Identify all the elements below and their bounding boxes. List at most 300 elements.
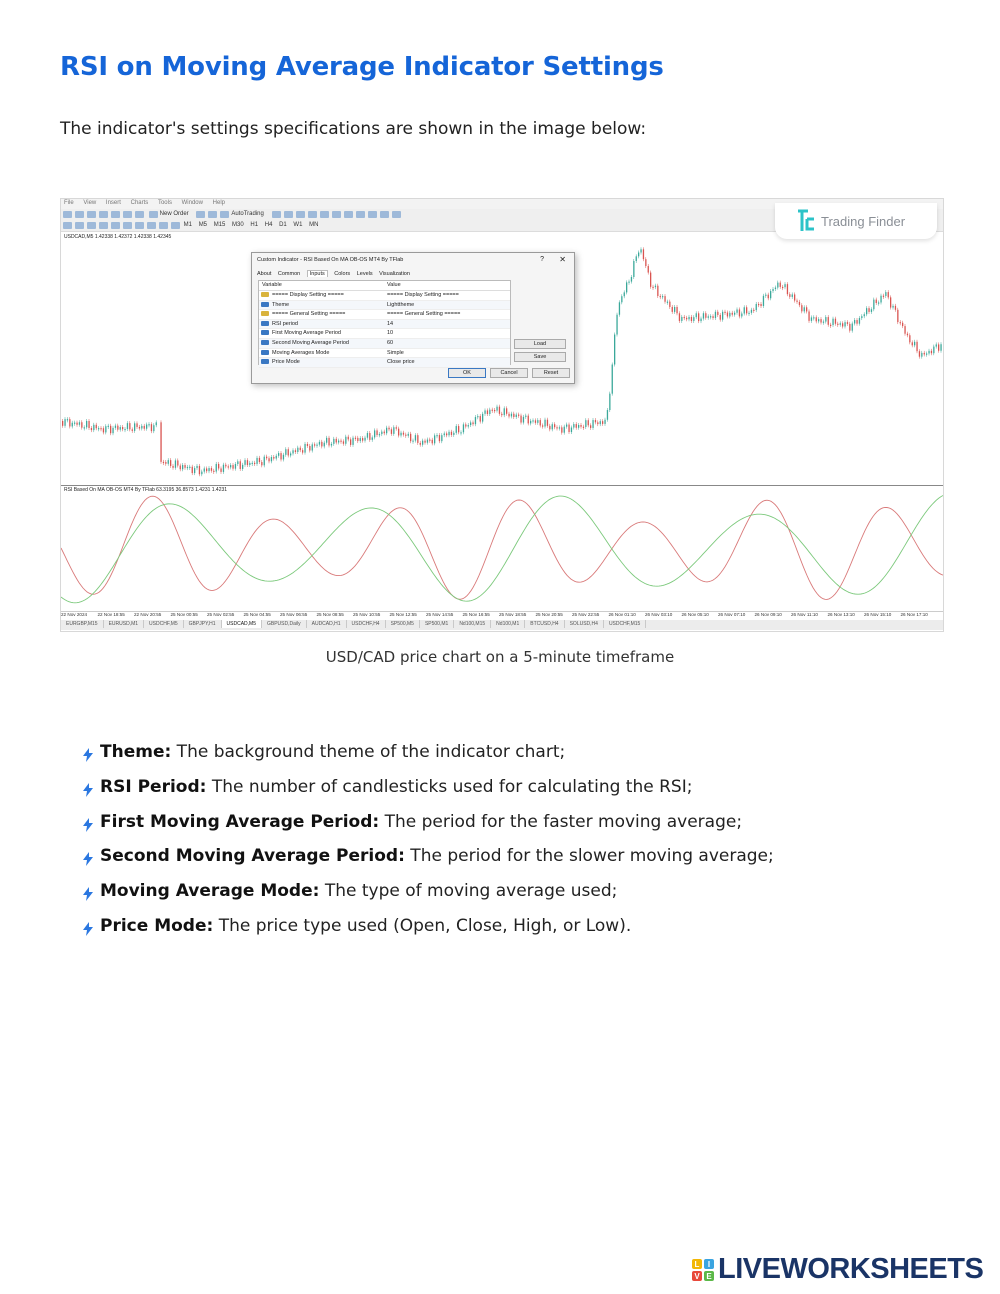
table-row[interactable] (259, 358, 510, 368)
vertical-line-icon[interactable] (87, 222, 96, 229)
candle (840, 323, 841, 324)
timeframe-m30[interactable]: M30 (232, 222, 244, 228)
candle (458, 426, 459, 432)
candle (633, 261, 634, 277)
menu-item[interactable]: Charts (130, 200, 149, 206)
symbol-tabs (61, 620, 943, 630)
candle (751, 310, 752, 313)
item-description: The background theme of the indicator chart; (171, 742, 566, 762)
candle (91, 428, 92, 430)
zoom-out-icon[interactable] (320, 211, 329, 218)
badge-letter-i: I (707, 1260, 711, 1269)
symbol-tab[interactable]: SOLUSD,H4 (565, 620, 604, 628)
candle (88, 421, 89, 428)
candle (828, 317, 829, 325)
time-label: 26 Nov 11:10 (791, 612, 818, 617)
candle (520, 416, 521, 423)
symbol-tab[interactable]: Nd100,M15 (454, 620, 491, 628)
candle (825, 317, 826, 321)
lightning-bolt-icon (82, 818, 94, 832)
candle (321, 442, 322, 447)
templates-icon[interactable] (392, 211, 401, 218)
candle (81, 422, 82, 427)
symbol-tab[interactable]: SP500,M5 (386, 620, 420, 628)
candle (432, 440, 433, 444)
candle (878, 302, 879, 303)
candle (674, 307, 675, 312)
candle (79, 422, 80, 425)
tile-icon[interactable] (332, 211, 341, 218)
candle (300, 448, 301, 450)
time-label: 25 Nov 12:55 (389, 612, 417, 617)
candle (813, 317, 814, 318)
candle (480, 416, 481, 421)
autotrading-button[interactable]: AutoTrading (231, 211, 264, 217)
periods-icon[interactable] (380, 211, 389, 218)
candle (568, 425, 569, 432)
channel-icon[interactable] (123, 222, 132, 229)
variable-value[interactable]: ===== Display Setting ===== (387, 292, 459, 298)
image-caption: USD/CAD price chart on a 5-minute timeframe (325, 648, 675, 666)
menu-item[interactable]: Help (212, 200, 225, 206)
variable-value[interactable]: Lighttheme (387, 301, 415, 308)
int-type-icon (261, 330, 269, 335)
candle (530, 421, 531, 424)
menu-item[interactable]: Tools (157, 200, 172, 206)
item-term: RSI Period: (100, 776, 207, 797)
profiles-icon[interactable] (75, 211, 84, 218)
timeframe-m15[interactable]: M15 (213, 222, 226, 228)
table-row[interactable] (259, 349, 510, 359)
dialog-title: Custom Indicator - RSI Based On MA OB-OS MT4 By TFlab (257, 257, 404, 263)
candle (902, 323, 903, 326)
candle (218, 464, 219, 469)
time-label: 26 Nov 09:10 (754, 612, 782, 617)
candle (921, 353, 922, 357)
candle (940, 344, 941, 350)
tab-common[interactable]: Common (277, 271, 301, 277)
candle (542, 425, 543, 426)
candle (914, 342, 915, 346)
reset-button[interactable]: Reset (532, 368, 570, 378)
candle (199, 466, 200, 474)
candle (72, 423, 73, 427)
timeframe-w1[interactable]: W1 (293, 222, 303, 228)
cancel-button[interactable]: Cancel (490, 368, 528, 378)
candle (393, 427, 394, 434)
candle (499, 407, 500, 414)
candle (67, 419, 68, 420)
candle (612, 365, 613, 394)
variable-name: ===== Display Setting ===== (272, 292, 344, 298)
candle (763, 296, 764, 306)
table-row[interactable] (259, 329, 510, 339)
candle (585, 420, 586, 427)
candle (595, 420, 596, 422)
candle (609, 394, 610, 410)
symbol-tab[interactable]: BTCUSD,H4 (525, 620, 564, 628)
candle (465, 424, 466, 426)
candle (304, 444, 305, 453)
candle (578, 425, 579, 428)
metaeditor-icon[interactable] (196, 211, 205, 218)
candle (189, 467, 190, 468)
string-type-icon (261, 311, 269, 316)
time-axis (61, 611, 943, 620)
tester-icon[interactable] (135, 211, 144, 218)
table-row[interactable] (259, 339, 510, 349)
candle (837, 324, 838, 325)
candle (794, 294, 795, 300)
signals-icon[interactable] (208, 211, 217, 218)
variable-value[interactable]: ===== General Setting ===== (387, 311, 461, 318)
candle (352, 438, 353, 445)
candle (556, 427, 557, 428)
candle (664, 296, 665, 302)
candle-chart-icon[interactable] (284, 211, 293, 218)
close-icon[interactable]: ✕ (559, 255, 566, 264)
candle (249, 463, 250, 465)
candle (100, 428, 101, 429)
item-description: The price type used (Open, Close, High, or Low). (213, 915, 632, 936)
variable-value[interactable]: 14 (387, 320, 394, 327)
tab-about[interactable]: About (257, 271, 272, 277)
candle (691, 317, 692, 321)
table-row[interactable] (259, 301, 510, 311)
time-label: 26 Nov 05:10 (681, 612, 709, 617)
candle (676, 307, 677, 313)
candle (312, 444, 313, 450)
candle (134, 423, 135, 431)
enum-type-icon (261, 359, 269, 364)
int-type-icon (261, 321, 269, 326)
candle (657, 286, 658, 296)
item-description: The number of candlesticks used for calculating the RSI; (206, 776, 693, 797)
candle (180, 466, 181, 470)
candle (69, 419, 70, 426)
candle (868, 308, 869, 312)
candle (148, 424, 149, 425)
candle (367, 433, 368, 438)
candle (703, 313, 704, 318)
candle (528, 416, 529, 424)
candle (643, 249, 644, 259)
variable-value[interactable]: 60 (387, 339, 394, 346)
candle (856, 320, 857, 324)
time-label: 26 Nov 03:10 (645, 612, 673, 617)
horizontal-line-icon[interactable] (99, 222, 108, 229)
bar-chart-icon[interactable] (272, 211, 281, 218)
timeframe-d1[interactable]: D1 (279, 222, 287, 228)
candle (650, 273, 651, 287)
candle (400, 433, 401, 436)
candle (684, 317, 685, 318)
candle (909, 335, 910, 342)
candle (403, 433, 404, 435)
column-variable: Variable (262, 282, 282, 288)
ok-button[interactable]: OK (448, 368, 486, 378)
candle (184, 465, 185, 468)
candle (254, 463, 255, 464)
candle (297, 448, 298, 452)
time-label: 25 Nov 16:55 (462, 612, 490, 617)
candle (84, 427, 85, 428)
symbol-tab[interactable]: GBPJPY,H1 (184, 620, 222, 628)
candle (448, 432, 449, 435)
candle (240, 461, 241, 469)
tab-inputs[interactable]: Inputs (307, 270, 328, 277)
symbol-tab[interactable]: EURGBP,M15 (61, 620, 104, 628)
candle (667, 302, 668, 303)
candle (504, 408, 505, 415)
label-icon[interactable] (159, 222, 168, 229)
candle (880, 296, 881, 303)
candle (242, 465, 243, 469)
tab-visualization[interactable]: Visualization (379, 271, 410, 277)
candle (381, 432, 382, 435)
candle (439, 435, 440, 441)
symbol-tab[interactable]: SP500,M1 (420, 620, 454, 628)
lightning-bolt-icon (82, 887, 94, 901)
candle (722, 312, 723, 320)
candle (847, 322, 848, 324)
candle (228, 466, 229, 467)
candle (264, 457, 265, 466)
badge-letter-l: L (694, 1260, 700, 1269)
variable-name: ===== General Setting ===== (272, 311, 346, 318)
candle (549, 426, 550, 430)
lightning-bolt-icon (82, 922, 94, 936)
candle (777, 283, 778, 288)
candle (700, 319, 701, 322)
candle (693, 317, 694, 321)
liveworksheets-logo (692, 1253, 990, 1287)
variable-value[interactable]: Close price (387, 359, 415, 366)
candle (117, 426, 118, 430)
zoom-in-icon[interactable] (308, 211, 317, 218)
candle (576, 424, 577, 428)
candle (561, 427, 562, 432)
candle (151, 424, 152, 431)
candle (782, 287, 783, 288)
platform-screenshot (60, 198, 944, 632)
candle (741, 314, 742, 317)
candle (74, 423, 75, 424)
timeframe-m1[interactable]: M1 (183, 222, 193, 228)
candle (357, 438, 358, 441)
candle (537, 420, 538, 423)
timeframe-mn[interactable]: MN (309, 222, 319, 228)
candle (849, 324, 850, 331)
symbol-tab[interactable]: USDCHF,M15 (604, 620, 646, 628)
candle (854, 320, 855, 323)
candle (758, 304, 759, 305)
menu-item[interactable]: File (64, 200, 74, 206)
candle (408, 434, 409, 436)
candle (163, 462, 164, 463)
candle (355, 438, 356, 439)
candle (513, 414, 514, 417)
cursor-icon[interactable] (63, 222, 72, 229)
candle (252, 463, 253, 464)
candle (146, 425, 147, 429)
candle (244, 460, 245, 465)
item-term: Price Mode: (100, 915, 214, 936)
variable-name: First Moving Average Period (272, 330, 341, 337)
candle (811, 317, 812, 320)
candle (170, 460, 171, 466)
candle (698, 313, 699, 321)
help-icon[interactable]: ? (540, 256, 544, 263)
table-row[interactable] (259, 291, 510, 301)
symbol-tab[interactable]: EURUSD,M1 (104, 620, 144, 628)
symbol-tab[interactable]: USDCHF,H4 (347, 620, 386, 628)
candle (225, 465, 226, 467)
candle (112, 428, 113, 433)
candle (544, 420, 545, 427)
inputs-table (258, 280, 511, 365)
symbol-tab[interactable]: USDCHF,M5 (144, 620, 184, 628)
candle (364, 438, 365, 441)
candle (108, 426, 109, 427)
candle (141, 426, 142, 429)
arrows-icon[interactable] (171, 222, 180, 229)
candle (182, 465, 183, 469)
trendline-icon[interactable] (111, 222, 120, 229)
line-chart-icon[interactable] (296, 211, 305, 218)
candle (444, 433, 445, 435)
candle (645, 259, 646, 266)
candle (139, 427, 140, 429)
candle (261, 462, 262, 465)
lightning-bolt-icon (82, 852, 94, 866)
candle (268, 458, 269, 461)
time-label: 25 Nov 00:55 (170, 612, 198, 617)
candle (804, 307, 805, 311)
candle (861, 316, 862, 318)
fibonacci-icon[interactable] (135, 222, 144, 229)
menu-item[interactable]: Insert (105, 200, 121, 206)
candle (208, 468, 209, 471)
candle (489, 410, 490, 414)
candle (842, 323, 843, 326)
scroll-icon[interactable] (344, 211, 353, 218)
item-term: First Moving Average Period: (100, 811, 380, 832)
symbol-tab[interactable]: USDCAD,M5 (222, 620, 262, 628)
candle (890, 297, 891, 307)
variable-value[interactable]: 10 (387, 330, 394, 337)
timeframe-h1[interactable]: H1 (250, 222, 259, 228)
crosshair-icon[interactable] (75, 222, 84, 229)
time-label: 26 Nov 13:10 (827, 612, 855, 617)
rsi-info-label: RSI Based On MA OB-OS MT4 By TFlab 63.3195 36.8573 1.4231 1.4231 (64, 487, 228, 493)
timeframe-h4[interactable]: H4 (264, 222, 273, 228)
tab-levels[interactable]: Levels (356, 271, 373, 277)
badge-letter-v: V (694, 1272, 700, 1281)
time-label: 26 Nov 15:10 (864, 612, 892, 617)
new-chart-icon[interactable] (63, 211, 72, 218)
candle (727, 312, 728, 316)
candle (156, 422, 157, 425)
candle (535, 420, 536, 422)
candle (129, 423, 130, 429)
navigator-icon[interactable] (111, 211, 120, 218)
candle (278, 453, 279, 456)
candle (739, 309, 740, 316)
candle (422, 441, 423, 445)
candle (115, 426, 116, 428)
candle (386, 428, 387, 434)
candle (110, 426, 111, 433)
candle (784, 284, 785, 287)
candle (636, 256, 637, 261)
candle (194, 468, 195, 473)
menu-item[interactable]: View (83, 200, 97, 206)
candle (806, 307, 807, 311)
candle (456, 426, 457, 433)
load-button[interactable]: Load (514, 339, 566, 349)
text-icon[interactable] (147, 222, 156, 229)
table-row[interactable] (259, 320, 510, 330)
candle (508, 414, 509, 417)
symbol-tab[interactable]: Nd100,M1 (491, 620, 525, 628)
candle (892, 306, 893, 308)
table-row[interactable] (259, 310, 510, 320)
candle (314, 444, 315, 445)
timeframe-m5[interactable]: M5 (198, 222, 208, 228)
candle (511, 414, 512, 417)
candle (292, 450, 293, 453)
candle (307, 444, 308, 446)
menu-item[interactable]: Window (181, 200, 203, 206)
save-button[interactable]: Save (514, 352, 566, 362)
liveworksheets-badge-icon (692, 1259, 714, 1281)
symbol-tab[interactable]: GBPUSD,Daily (262, 620, 307, 628)
candle (583, 427, 584, 428)
candle (936, 344, 937, 346)
enum-type-icon (261, 350, 269, 355)
candle (388, 428, 389, 430)
market-watch-icon[interactable] (87, 211, 96, 218)
candle (688, 317, 689, 319)
new-order-icon (149, 211, 158, 218)
candle (832, 319, 833, 325)
candle (523, 417, 524, 423)
candle (446, 433, 447, 435)
indicators-icon[interactable] (368, 211, 377, 218)
variable-value[interactable]: Simple (387, 349, 404, 356)
tab-colors[interactable]: Colors (334, 271, 351, 277)
new-order-button[interactable]: New Order (159, 211, 189, 217)
symbol-tab[interactable]: AUDCAD,H1 (307, 620, 347, 628)
candle (338, 441, 339, 443)
candle (506, 408, 507, 413)
variable-name: Second Moving Average Period (272, 339, 349, 346)
candle (266, 457, 267, 459)
candle (573, 424, 574, 427)
candle (192, 467, 193, 473)
data-window-icon[interactable] (99, 211, 108, 218)
candle (566, 425, 567, 427)
shift-icon[interactable] (356, 211, 365, 218)
candle (487, 410, 488, 414)
candle (616, 315, 617, 335)
item-term: Second Moving Average Period: (100, 846, 405, 867)
candle (220, 468, 221, 471)
candle (715, 312, 716, 318)
time-label: 22 Nov 18:55 (97, 612, 125, 617)
terminal-icon[interactable] (123, 211, 132, 218)
